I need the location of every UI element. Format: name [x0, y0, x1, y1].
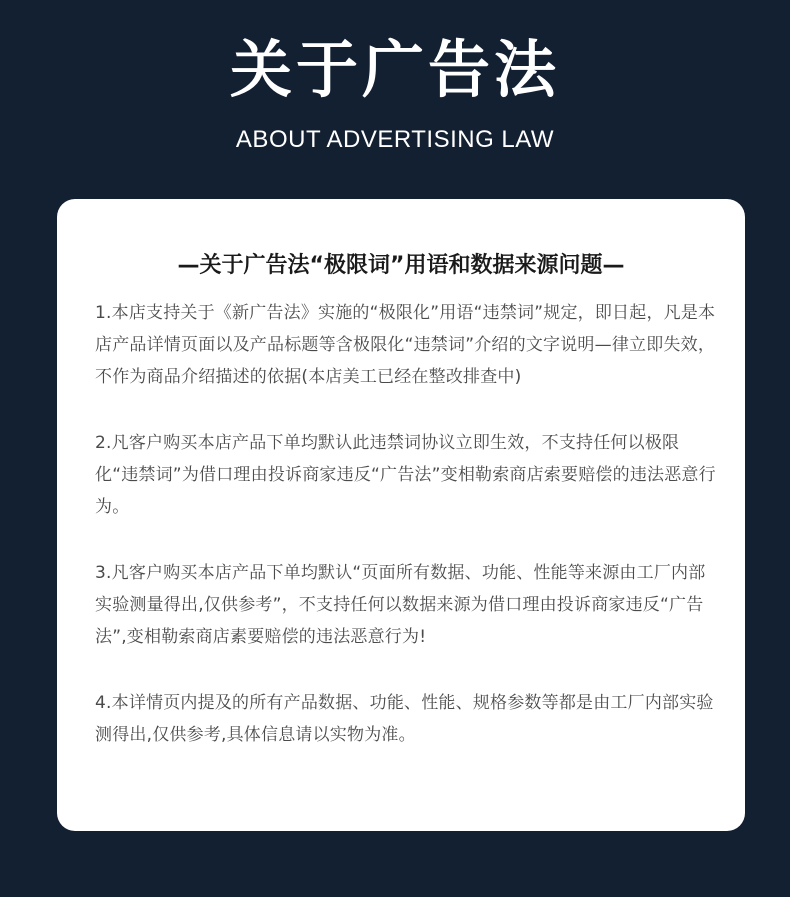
notice-card: [57, 199, 745, 831]
clause-2: 2.凡客户购买本店产品下单均默认此违禁词协议立即生效，不支持任何以极限化“违禁词”为借口理由投诉商家违反“广告法”变相勒索商店索要赔偿的违法恶意行为。: [95, 433, 716, 517]
clause-1: 1.本店支持关于《新广告法》实施的“极限化”用语“违禁词”规定，即日起，凡是本店产品详情页面以及产品标题等含极限化“违禁词”介绍的文字说明—律立即失效，不作为商品介绍描述的依据(本店美工已经在整改排查中): [95, 303, 716, 387]
clause-list: [95, 297, 717, 785]
clause-4: 4.本详情页内提及的所有产品数据、功能、性能、规格参数等都是由工厂内部实验测得出,仅供参考,具体信息请以实物为准。: [95, 693, 714, 745]
notice-heading: —关于广告法“极限词”用语和数据来源问题—: [177, 253, 625, 278]
page-title: 关于广告法: [229, 33, 560, 106]
page-subtitle: ABOUT ADVERTISING LAW: [235, 126, 555, 153]
clause-3: 3.凡客户购买本店产品下单均默认“页面所有数据、功能、性能等来源由工厂内部实验测量得出,仅供参考”，不支持任何以数据来源为借口理由投诉商家违反“广告法”,变相勒索商店素要赔偿的违法恶意行为!: [95, 563, 706, 647]
